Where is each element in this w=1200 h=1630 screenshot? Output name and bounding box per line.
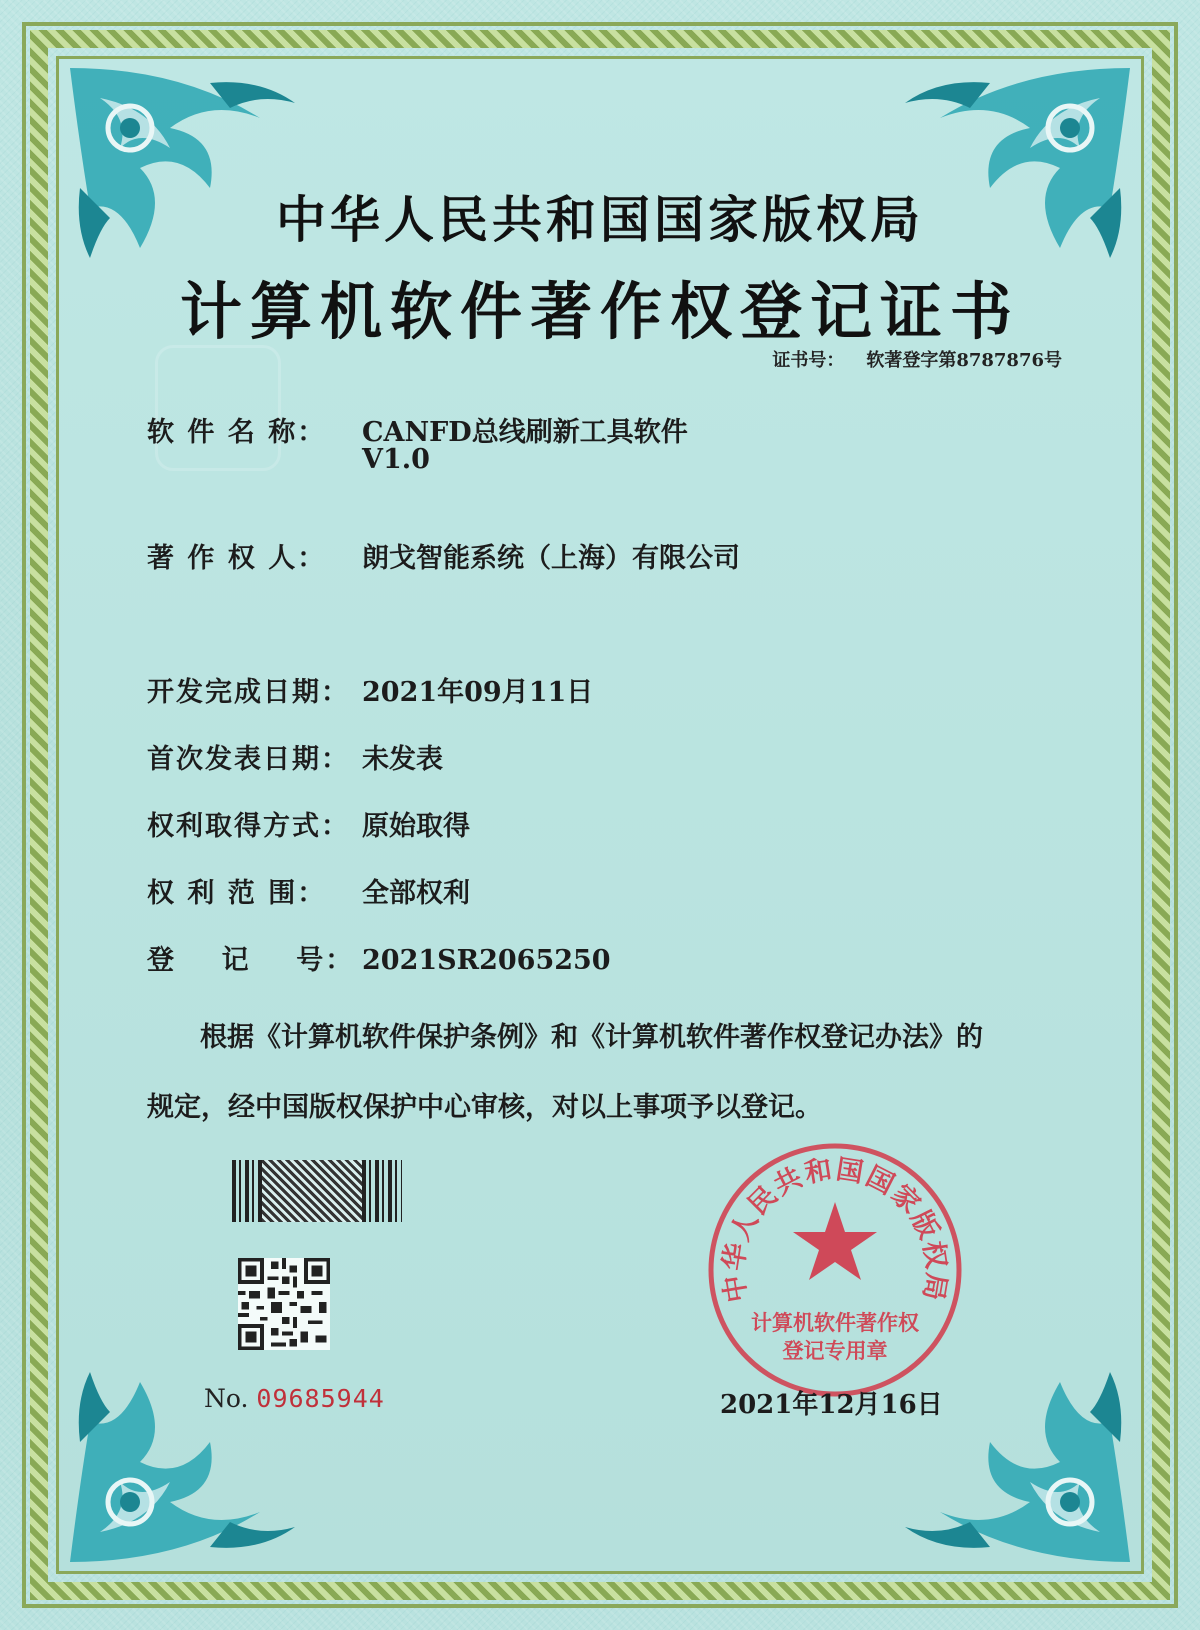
issuing-authority: 中华人民共和国国家版权局 (276, 190, 924, 249)
certificate-number-value: 软著登字第8787876号 (866, 350, 1062, 371)
software-name-row (147, 410, 688, 475)
seal-inner-line-1: 计算机软件著作权 (751, 1310, 919, 1335)
seal-outer-text: 中华人民共和国国家版权局 (718, 1154, 952, 1305)
watermark-emblem (155, 345, 281, 471)
official-seal (705, 1140, 965, 1400)
registration-number-row (147, 938, 611, 977)
software-name-value: CANFD总线刷新工具软件 (362, 417, 688, 448)
software-version-value: V1.0 (362, 444, 430, 475)
owner-value: 朗戈智能系统（上海）有限公司 (362, 543, 740, 574)
statement-line-2: 规定，经中国版权保护中心审核，对以上事项予以登记。 (147, 1092, 822, 1123)
certificate-title: 计算机软件著作权登记证书 (179, 275, 1020, 348)
statement-line-1: 根据《计算机软件保护条例》和《计算机软件著作权登记办法》的 (200, 1022, 983, 1053)
scope-label: 权 利 范 围： (147, 878, 327, 909)
acquisition-row (147, 804, 470, 843)
owner-label: 著 作 权 人： (147, 543, 327, 574)
acquisition-label: 权利取得方式： (147, 811, 350, 842)
qr-code (238, 1258, 330, 1350)
publish-date-label: 首次发表日期： (147, 744, 350, 775)
publish-date-row (147, 737, 443, 776)
completion-date-row (147, 670, 593, 709)
scope-value: 全部权利 (362, 878, 470, 909)
seal-inner-line-2: 登记专用章 (782, 1338, 888, 1363)
acquisition-value: 原始取得 (362, 811, 470, 842)
serial-prefix: No. (204, 1384, 249, 1413)
registration-number-label: 登 记 号： (147, 945, 355, 976)
issue-date: 2021年12月16日 (720, 1390, 943, 1420)
serial-number (204, 1384, 385, 1413)
owner-row (147, 536, 740, 575)
certificate-number-label: 证书号： (772, 350, 845, 371)
barcode-pattern (262, 1160, 362, 1222)
completion-date-label: 开发完成日期： (147, 677, 350, 708)
publish-date-value: 未发表 (362, 744, 443, 775)
serial-number-value: 09685944 (256, 1384, 385, 1413)
certificate-number (772, 346, 1062, 372)
software-name-label: 软 件 名 称： (147, 417, 327, 448)
scope-row (147, 871, 470, 910)
registration-number-value: 2021SR2065250 (362, 945, 611, 976)
seal-star-icon (793, 1202, 877, 1280)
completion-date-value: 2021年09月11日 (362, 677, 594, 708)
